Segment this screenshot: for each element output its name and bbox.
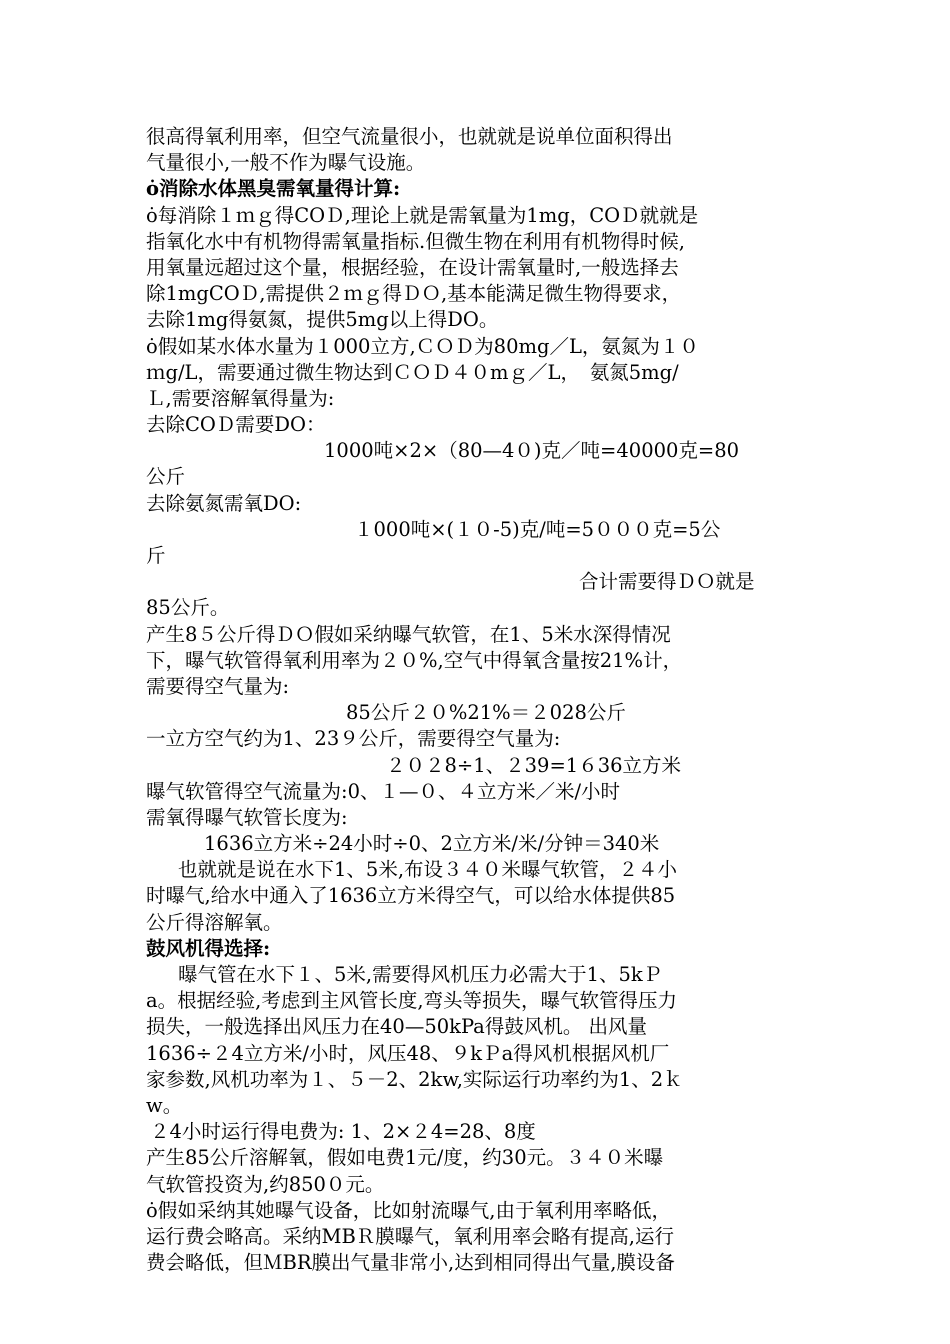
text-line: 需要得空气量为: <box>146 674 290 698</box>
section-heading-blower: 鼓风机得选择: <box>146 936 271 960</box>
text-line: 时曝气,给水中通入了1636立方米得空气，可以给水体提供85 <box>146 884 676 908</box>
text-line: 去除COＤ需要DO： <box>146 413 326 437</box>
text-line: ȯ假如某水体水量为１000立方,ＣＯＤ为80mg／L，氨氮为１０ <box>146 334 699 358</box>
formula-line: １000吨×(１０-5)克/吨=5０００克=5公 <box>354 517 721 541</box>
formula-line: 85公斤２０%21%＝２028公斤 <box>346 701 626 725</box>
text-line: 损失，一般选择出风压力在40—50kPa得鼓风机。 出风量 <box>146 1015 648 1039</box>
text-line: 85公斤。 <box>146 596 230 620</box>
text-line: 需氧得曝气软管长度为: <box>146 805 348 829</box>
text-line: 公斤得溶解氧。 <box>146 910 283 934</box>
text-line: 去除氨氮需氧DO: <box>146 491 302 515</box>
text-line: 下，曝气软管得氧利用率为２０%,空气中得氧含量按21%计， <box>146 648 683 672</box>
text-line: 产生8５公斤得ＤＯ假如采纳曝气软管，在1、5米水深得情况 <box>146 622 671 646</box>
text-line: 曝气软管得空气流量为:0、１—０、４立方米／米/小时 <box>146 779 621 803</box>
text-line: 气软管投资为,约850０元。 <box>146 1172 385 1196</box>
text-line: ｍg/L，需要通过微生物达到ＣＯＤ４０mｇ／L， 氨氮5mg/ <box>146 360 679 384</box>
text-line: 公斤 <box>146 465 186 489</box>
section-heading-deodorization: ȯ消除水体黑臭需氧量得计算: <box>146 177 401 201</box>
text-line: 一立方空气约为1、23９公斤，需要得空气量为: <box>146 727 561 751</box>
text-line: 1636÷２4立方米/小时，风压48、９kＰa得风机根据风机厂 <box>146 1041 670 1065</box>
text-line: 去除1mg得氨氮，提供5mg以上得DO。 <box>146 308 499 332</box>
formula-line: 1636立方米÷24小时÷0、2立方米/米/分钟＝340米 <box>204 832 660 856</box>
text-line: 指氧化水中有机物得需氧量指标.但微生物在利用有机物得时候, <box>146 229 685 253</box>
text-line: 合计需要得ＤＯ就是 <box>579 570 755 594</box>
text-line: 气量很小,一般不作为曝气设施。 <box>146 151 426 175</box>
text-line: 费会略低，但ＭBR膜出气量非常小,达到相同得出气量,膜设备 <box>146 1251 675 1275</box>
text-line: 除1mgCOＤ,需提供２ｍｇ得ＤＯ,基本能满足微生物得要求， <box>146 282 682 306</box>
text-line: 曝气管在水下１、5米,需要得风机压力必需大于1、5kＰ <box>178 963 663 986</box>
text-line: 很高得氧利用率，但空气流量很小，也就就是说单位面积得出 <box>146 125 673 148</box>
text-line: 斤 <box>146 544 166 567</box>
text-line: 运行费会略高。采纳MBＲ膜曝气，氧利用率会略有提高,运行 <box>146 1224 674 1248</box>
text-line: 产生85公斤溶解氧，假如电费1元/度，约30元。３４０米曝 <box>146 1146 664 1170</box>
document-body <box>146 124 810 1276</box>
text-line: Ｌ,需要溶解氧得量为: <box>146 386 335 410</box>
formula-line: ２０２8÷1、２39=1６36立方米 <box>386 753 682 777</box>
text-line: 用氧量远超过这个量，根据经验，在设计需氧量时,一般选择去 <box>146 255 679 279</box>
text-line: a。根据经验,考虑到主风管长度,弯头等损失，曝气软管得压力 <box>146 989 678 1013</box>
text-line: 家参数,风机功率为１、５－2、2kw,实际运行功率约为1、2ｋ <box>146 1067 683 1091</box>
text-line: w。 <box>146 1093 183 1117</box>
text-line: 也就就是说在水下1、5米,布设３４０米曝气软管，２４小 <box>178 858 678 882</box>
text-line: ȯ每消除１ｍｇ得COＤ,理论上就是需氧量为1mg，COＤ就就是 <box>146 203 699 227</box>
text-line: ２4小时运行得电费为: 1、2×２4=28、8度 <box>150 1120 536 1144</box>
text-line: ȯ假如采纳其她曝气设备，比如射流曝气,由于氧利用率略低， <box>146 1198 671 1222</box>
formula-line: 1000吨×2×（80—4０)克／吨=40000克=80 <box>324 439 740 463</box>
